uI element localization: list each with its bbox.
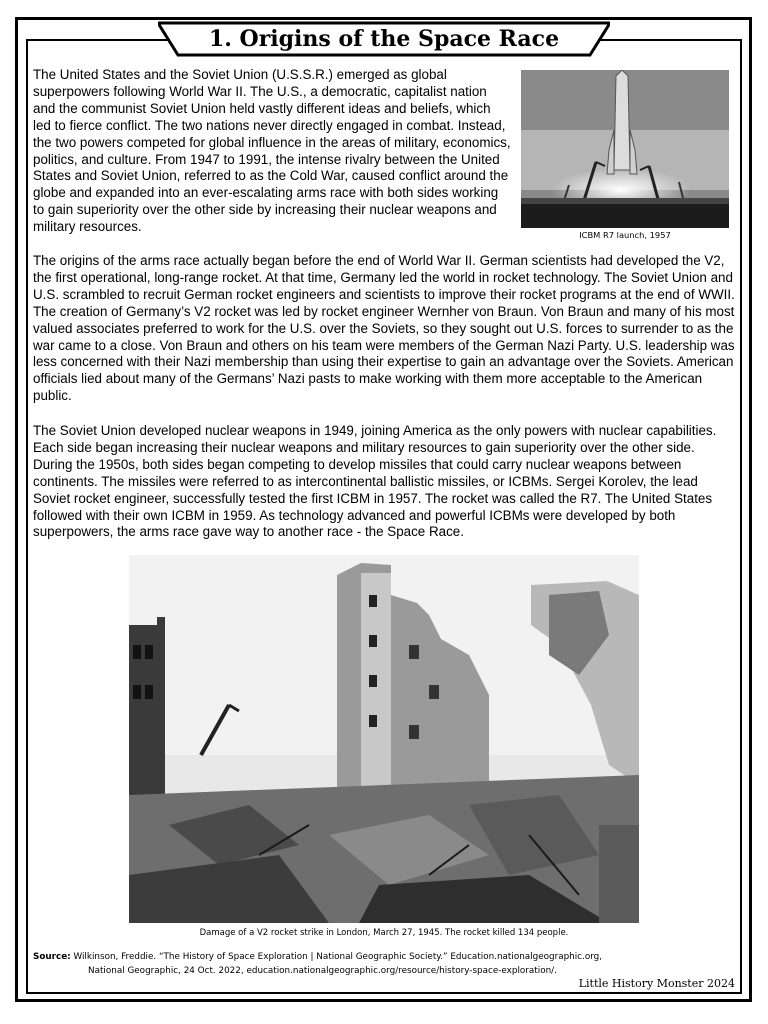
source-line-1: Wilkinson, Freddie. “The History of Space Exploration | National Geographic Society.” Education.nationalgeographic.org, bbox=[73, 952, 603, 962]
title-banner bbox=[158, 21, 610, 57]
source-line-2: National Geographic, 24 Oct. 2022, education.nationalgeographic.org/resource/history-space-exploration/. bbox=[88, 966, 557, 976]
r7-photo-caption: ICBM R7 launch, 1957 bbox=[579, 230, 671, 240]
paragraph-arms-race-origins: The origins of the arms race actually began before the end of World War II. German scientists had developed the V2, the first operational, long-range rocket. At that time, Germany led the world in rocket technology. The Soviet Union and U.S. scrambled to recruit German rocket engineers and scientists to improve their rocket programs at the end of WWII. The creation of Germany’s V2 rocket was led by rocket engineer Wernher von Braun. Von Braun and many of his most valued associates preferred to work for the U.S. over the Soviets, so they sought out U.S. forces to surrender to as the war came to a close. Von Braun and others on his team were members of the German Nazi Party. U.S. leadership was less concerned with their Nazi membership than using their expertise to gain an advantage over the Soviets. American officials lied about many of the Germans’ Nazi pasts to make working with them more acceptable to the American public. bbox=[33, 253, 735, 404]
v2-photo-caption: Damage of a V2 rocket strike in London, March 27, 1945. The rocket killed 134 people. bbox=[199, 928, 569, 938]
v2-damage-photo bbox=[129, 555, 639, 923]
paragraph-nuclear-icbm: The Soviet Union developed nuclear weapons in 1949, joining America as the only powers with nuclear capabilities. Each side began increasing their nuclear weapons and military resources to gain superiority over the other side. During the 1950s, both sides began competing to develop missiles that could carry nuclear weapons between continents. The missiles were referred to as intercontinental ballistic missiles, or ICBMs. Sergei Korolev, the lead Soviet rocket engineer, successfully tested the first ICBM in 1957. The rocket was called the R7. The United States followed with their own ICBM in 1959. As technology advanced and powerful ICBMs were developed by both superpowers, the arms race gave way to another race - the Space Race. bbox=[33, 423, 717, 540]
paragraph-cold-war: The United States and the Soviet Union (U.S.S.R.) emerged as global superpowers following World War II. The U.S., a democratic, capitalist nation and the communist Soviet Union held vastly different ideas and beliefs, which led to fierce conflict. The two nations never directly engaged in combat. Instead, the two powers competed for global influence in the areas of military, economics, politics, and culture. From 1947 to 1991, the intense rivalry between the United States and Soviet Union, referred to as the Cold War, caused conflict around the globe and expanded into an ever-escalating arms race with both sides working to gain superiority over the other side by increasing their nuclear weapons and military resources. bbox=[33, 67, 511, 235]
page-title: 1. Origins of the Space Race bbox=[208, 26, 560, 52]
source-label: Source: bbox=[33, 952, 71, 962]
source-citation bbox=[33, 950, 733, 978]
r7-launch-photo bbox=[521, 70, 729, 228]
author-credit: Little History Monster 2024 bbox=[578, 977, 735, 990]
